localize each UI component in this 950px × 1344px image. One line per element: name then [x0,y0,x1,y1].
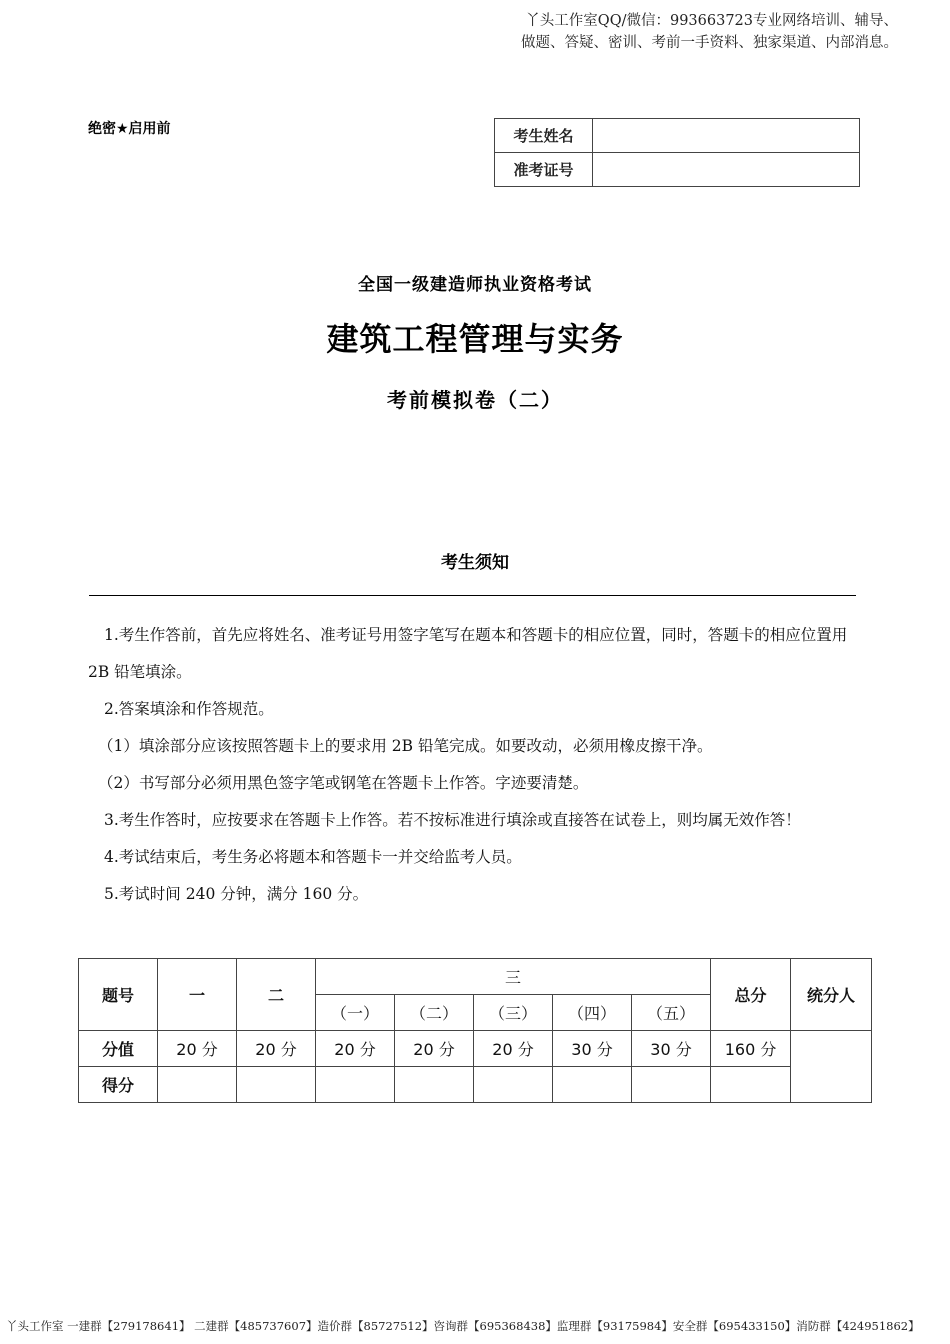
header-part-two: 二 [237,959,316,1031]
notice-item-1: 1.考生作答前，首先应将姓名、准考证号用签字笔写在题本和答题卡的相应位置，同时，答题卡的相应位置用 2B 铅笔填涂。 [88,626,848,681]
notice-body [88,617,866,913]
score-table [78,958,872,1103]
sub-header-2: （二） [395,995,474,1031]
score-cell[interactable] [237,1067,316,1103]
sub-header-1: （一） [316,995,395,1031]
score-cell[interactable] [158,1067,237,1103]
row-score-label: 得分 [79,1067,158,1103]
notice-item-5: 5.考试时间 240 分钟，满分 160 分。 [104,885,369,903]
header-note [521,10,898,54]
footer-note: 丫头工作室 一建群【279178641】 二建群【485737607】造价群【85727512】咨询群【695368438】监理群【93175984】安全群【695433150】消防群【424951862】 [6,1319,920,1333]
notice-item-2: 2.答案填涂和作答规范。 [104,700,274,718]
score-cell[interactable] [395,1067,474,1103]
value-cell: 20 分 [316,1031,395,1067]
value-cell: 20 分 [237,1031,316,1067]
subject-title: 建筑工程管理与实务 [326,320,624,358]
candidate-name-label: 考生姓名 [495,119,593,153]
score-cell[interactable] [553,1067,632,1103]
score-cell[interactable] [632,1067,711,1103]
notice-item-2-1: （1）填涂部分应该按照答题卡上的要求用 2B 铅笔完成。如要改动，必须用橡皮擦干净。 [98,737,713,755]
value-cell-total: 160 分 [711,1031,791,1067]
exam-name: 全国一级建造师执业资格考试 [358,275,592,295]
notice-item-3: 3.考生作答时，应按要求在答题卡上作答。若不按标准进行填涂或直接答在试卷上，则均属无效作答！ [104,811,801,829]
score-cell[interactable] [316,1067,395,1103]
sub-header-4: （四） [553,995,632,1031]
notice-title: 考生须知 [441,553,509,573]
sub-header-5: （五） [632,995,711,1031]
value-cell: 30 分 [632,1031,711,1067]
value-cell: 20 分 [474,1031,553,1067]
candidate-id-field[interactable] [593,153,860,187]
notice-item-2-2: （2）书写部分必须用黑色签字笔或钢笔在答题卡上作答。字迹要清楚。 [98,774,589,792]
secret-label: 绝密★启用前 [88,121,171,137]
paper-title: 考前模拟卷（二） [387,388,563,412]
header-part-one: 一 [158,959,237,1031]
notice-item-4: 4.考试结束后，考生务必将题本和答题卡一并交给监考人员。 [104,848,522,866]
header-part-three: 三 [316,959,711,995]
sub-header-3: （三） [474,995,553,1031]
divider [89,595,856,596]
header-note-line1: 丫头工作室QQ/微信：993663723专业网络培训、辅导、 [525,13,898,29]
header-question: 题号 [79,959,158,1031]
scorer-cell[interactable] [791,1031,872,1103]
value-cell: 30 分 [553,1031,632,1067]
header-total: 总分 [711,959,791,1031]
header-scorer: 统分人 [791,959,872,1031]
candidate-info-table [494,118,860,187]
candidate-id-label: 准考证号 [495,153,593,187]
row-value-label: 分值 [79,1031,158,1067]
value-cell: 20 分 [395,1031,474,1067]
score-cell-total[interactable] [711,1067,791,1103]
candidate-name-field[interactable] [593,119,860,153]
score-cell[interactable] [474,1067,553,1103]
header-note-line2: 做题、答疑、密训、考前一手资料、独家渠道、内部消息。 [521,35,898,51]
value-cell: 20 分 [158,1031,237,1067]
